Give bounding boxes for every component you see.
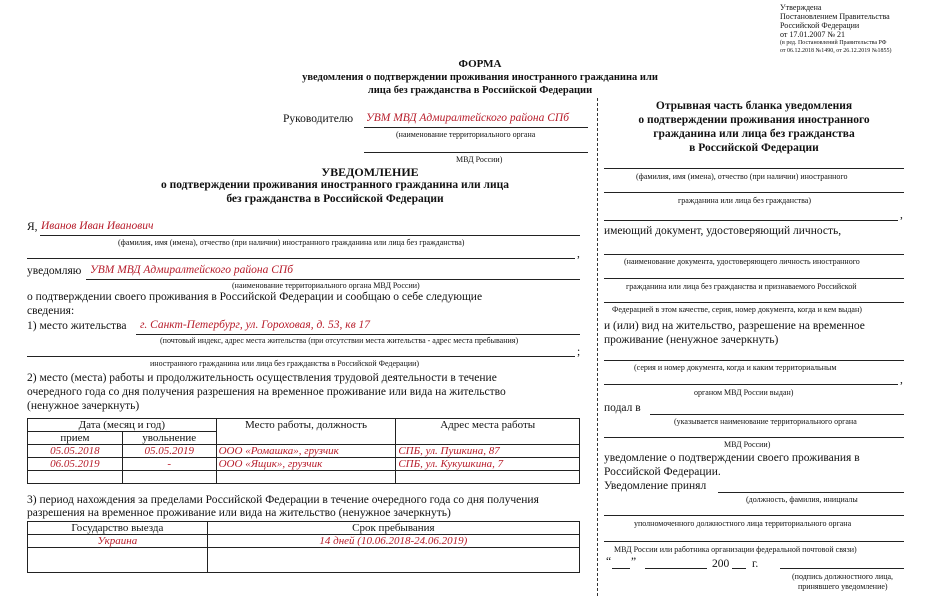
tear-underline (604, 384, 898, 385)
work-cell-empty[interactable] (396, 471, 580, 484)
person-comma: , (577, 248, 580, 260)
person-hint: (фамилия, имя (имена), отчество (при наличии) иностранного гражданина или лица без гражданства) (118, 238, 465, 247)
tear-title: в Российской Федерации (689, 142, 819, 154)
tear-hint: органом МВД России выдан) (694, 388, 794, 397)
notify-underline (86, 279, 580, 280)
form-subtitle: лица без гражданства в Российской Федерации (367, 85, 593, 96)
work-table (27, 418, 580, 484)
tear-hint: гражданина или лица без гражданства и признаваемого Российской (626, 282, 857, 291)
tear-title: гражданина или лица без гражданства (653, 128, 855, 140)
work-header-hire: прием (28, 432, 123, 445)
approval-line: Утверждена (780, 3, 822, 12)
abroad-cell-term[interactable]: 14 дней (10.06.2018-24.06.2019) (207, 535, 579, 548)
residence-hint-2: иностранного гражданина или лица без гражданства в Российской Федерации) (150, 359, 420, 368)
tear-hint: принявшего уведомление) (798, 582, 888, 591)
work-cell-address[interactable]: СПБ, ул. Пушкина, 87 (396, 445, 580, 458)
form-subtitle: уведомления о подтверждении проживания иностранного гражданина или (302, 72, 658, 83)
tear-confirm-text: уведомление о подтверждении своего проживания в (604, 452, 860, 464)
notify-label: уведомляю (27, 265, 82, 277)
abroad-header-term: Срок пребывания (207, 522, 579, 535)
tear-hint: (фамилия, имя (имена), отчество (при наличии) иностранного (636, 172, 848, 181)
notice-title: УВЕДОМЛЕНИЕ (321, 165, 419, 179)
residence-underline (136, 334, 580, 335)
date-quote-close: ” (631, 556, 637, 568)
tear-hint: (серия и номер документа, когда и каким территориальным (634, 363, 837, 372)
date-year-field[interactable] (732, 568, 746, 569)
residence-underline-2 (27, 356, 575, 357)
approval-note: от 06.12.2018 №1490, от 26.12.2019 №1855) (780, 48, 892, 54)
residence-semicolon: ; (577, 346, 581, 358)
work-header-place: Место работы, должность (216, 419, 396, 445)
tear-confirm-text: Российской Федерации. (604, 466, 721, 478)
tear-vid-text: и (или) вид на жительство, разрешение на временное (604, 320, 865, 332)
tear-hint: (должность, фамилия, инициалы (746, 495, 858, 504)
tear-underline (604, 254, 904, 255)
work-header-dates: Дата (месяц и год) (28, 419, 217, 432)
person-underline-2 (27, 258, 575, 259)
tear-underline (604, 192, 904, 193)
tear-line (597, 98, 598, 596)
tear-underline (718, 492, 904, 493)
tear-hint: МВД России) (724, 440, 771, 449)
approval-block (780, 3, 892, 55)
date-year-prefix: 200 (712, 558, 730, 570)
approval-note: (в ред. Постановлений Правительства РФ (780, 40, 887, 46)
tear-hint: гражданина или лица без гражданства) (678, 196, 812, 205)
tear-underline (604, 437, 904, 438)
notice-subtitle: без гражданства в Российской Федерации (226, 193, 444, 205)
date-day-field[interactable] (612, 568, 630, 569)
work-header-address: Адрес места работы (396, 419, 580, 445)
residence-value[interactable]: г. Санкт-Петербург, ул. Гороховая, д. 53, кв 17 (140, 319, 371, 331)
work-cell-hire[interactable]: 06.05.2019 (28, 458, 123, 471)
abroad-table (27, 521, 580, 573)
abroad-header-state: Государство выезда (28, 522, 208, 535)
abroad-cell-state[interactable]: Украина (28, 535, 208, 548)
abroad-cell-empty[interactable] (28, 548, 208, 573)
tear-hint: (подпись должностного лица, (792, 572, 894, 581)
approval-line: от 17.01.2007 № 21 (780, 30, 846, 39)
date-year-suffix: г. (752, 558, 759, 570)
head-underline-2 (364, 152, 588, 153)
work-cell-address[interactable]: СПБ, ул. Кукушкина, 7 (396, 458, 580, 471)
work-cell-fire[interactable]: - (122, 458, 216, 471)
tear-underline (604, 220, 898, 221)
abroad-cell-empty[interactable] (207, 548, 579, 573)
tear-accepted-label: Уведомление принял (604, 480, 707, 492)
approval-line: Постановлением Правительства (780, 12, 890, 21)
head-label: Руководителю (283, 113, 354, 125)
work-cell-empty[interactable] (122, 471, 216, 484)
person-underline (40, 235, 580, 236)
approval-line: Российской Федерации (780, 21, 860, 30)
tear-underline (604, 515, 904, 516)
person-name[interactable]: Иванов Иван Иванович (41, 220, 154, 232)
work-cell-empty[interactable] (216, 471, 396, 484)
work-header-fire: увольнение (122, 432, 216, 445)
table-row (28, 471, 580, 484)
tear-underline (604, 278, 904, 279)
tear-hint: МВД России или работника организации федеральной почтовой связи) (614, 545, 857, 554)
tear-underline (604, 302, 904, 303)
date-quote-open: “ (606, 556, 612, 568)
tear-hint: (наименование документа, удостоверяющего личность иностранного (624, 257, 860, 266)
work-text: очередного года со дня получения разрешения на временное проживание или вида на жительство (27, 386, 506, 398)
notify-value[interactable]: УВМ МВД Адмиралтейского района СПб (90, 264, 294, 276)
table-row (28, 458, 580, 471)
tear-comma: , (900, 209, 903, 221)
residence-label: 1) место жительства (27, 320, 127, 332)
tear-underline (650, 414, 904, 415)
tear-filed-label: подал в (604, 402, 641, 414)
head-underline (364, 127, 588, 128)
work-text: 2) место (места) работы и продолжительность осуществления трудовой деятельности в течение (27, 372, 497, 384)
form-title: ФОРМА (458, 58, 502, 70)
tear-hint: Федерацией в этом качестве, серия, номер документа, когда и кем выдан) (612, 305, 862, 314)
head-hint-2: МВД России) (456, 155, 503, 164)
tear-hint: (указывается наименование территориального органа (674, 417, 857, 426)
tear-vid-text: проживание (ненужное зачеркнуть) (604, 334, 779, 346)
work-cell-place[interactable]: ООО «Ящик», грузчик (216, 458, 396, 471)
tear-title: о подтверждении проживания иностранного (638, 114, 870, 126)
head-value[interactable]: УВМ МВД Адмиралтейского района СПб (366, 112, 570, 124)
tear-underline (604, 168, 904, 169)
signature-field[interactable] (780, 568, 904, 569)
table-row (28, 535, 580, 548)
work-cell-fire[interactable]: 05.05.2019 (122, 445, 216, 458)
abroad-text: разрешения на временное проживание или вида на жительство (ненужное зачеркнуть) (27, 507, 451, 519)
work-cell-hire[interactable]: 05.05.2018 (28, 445, 123, 458)
tear-comma: , (900, 374, 903, 386)
residence-hint: (почтовый индекс, адрес места жительства (при отсутствии места жительства - адрес места пребывания) (160, 336, 519, 345)
intro-text: сведения: (27, 305, 75, 317)
work-cell-empty[interactable] (28, 471, 123, 484)
tear-hint: уполномоченного должностного лица территориального органа (634, 519, 852, 528)
tear-underline (604, 541, 904, 542)
head-hint: (наименование территориального органа (396, 130, 536, 139)
notice-subtitle: о подтверждении проживания иностранного гражданина или лица (160, 179, 510, 191)
table-row (28, 445, 580, 458)
tear-title: Отрывная часть бланка уведомления (655, 100, 853, 112)
date-month-field[interactable] (645, 568, 707, 569)
tear-underline (604, 360, 904, 361)
notify-hint: (наименование территориального органа МВД России) (232, 281, 420, 290)
work-cell-place[interactable]: ООО «Ромашка», грузчик (216, 445, 396, 458)
abroad-text: 3) период нахождения за пределами Российской Федерации в течение очередного года со дня получения (27, 494, 539, 506)
person-prefix: Я, (27, 221, 38, 233)
tear-doc-label: имеющий документ, удостоверяющий личность, (604, 225, 842, 237)
table-row (28, 548, 580, 573)
intro-text: о подтверждении своего проживания в Российской Федерации и сообщаю о себе следующие (27, 291, 483, 303)
work-text: (ненужное зачеркнуть) (27, 400, 140, 412)
